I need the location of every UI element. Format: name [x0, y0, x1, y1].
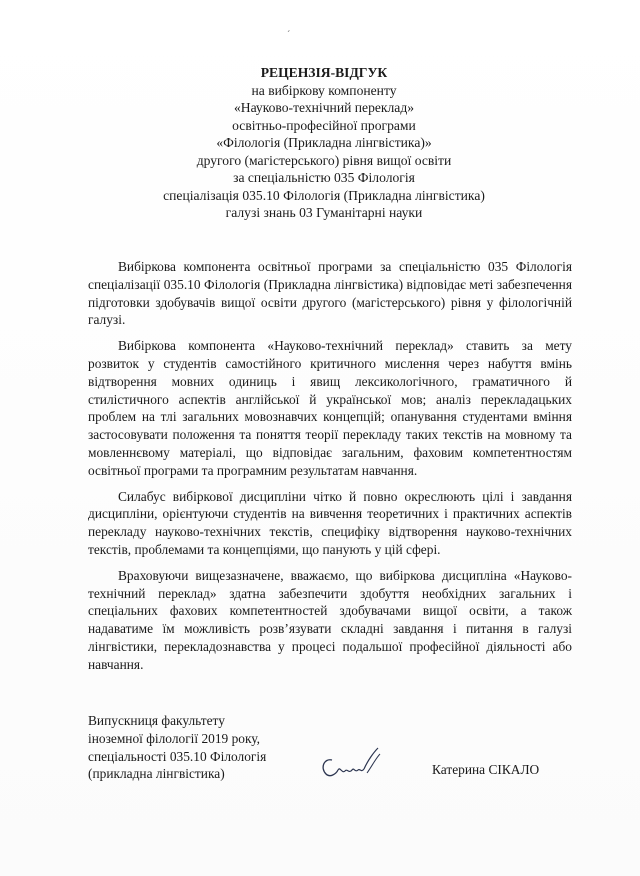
heading-line: другого (магістерського) рівня вищої освіти: [196, 152, 452, 168]
heading-line: спеціалізація 035.10 Філологія (Прикладна лінгвістика): [163, 187, 485, 203]
author-line: іноземної філології 2019 року,: [88, 730, 261, 746]
review-body: [88, 258, 572, 682]
author-line: спеціальності 035.10 Філологія: [88, 748, 267, 764]
heading-line: галузі знань 03 Гуманітарні науки: [225, 205, 423, 220]
paragraph: Вибіркова компонента освітньої програми за спеціальністю 035 Філологія спеціалізації 035.10 Філологія (Прикладна лінгвістика) відповідає меті забезпечення підготовки здобувачів вищої освіти другого (магістерського) рівня у філологічній галузі.: [88, 259, 572, 328]
heading-line: «Науково-технічний переклад»: [233, 100, 415, 115]
author-line: (прикладна лінгвістика): [88, 766, 225, 782]
author-info: [88, 712, 266, 783]
paragraph: Вибіркова компонента «Науково-технічний переклад» ставить за мету розвиток у студентів самостійного критичного мислення через набуття вмінь відтворення мовних одиниць і явищ лексикологічного, граматичного й стилістичного аспектів англійської й української мов; аналіз перекладацьких проблем на тлі загальних мовознавчих концепцій; опанування студентами вміння застосовувати положення та поняття теорії перекладу таких текстів на мовному та мовленнєвому матеріалі, що відповідає загальним, фаховим компетентностям освітньої програми та програмним результатам навчання.: [88, 338, 572, 478]
author-line: Випускниця факультету: [88, 713, 225, 728]
document-title: РЕЦЕНЗІЯ-ВІДГУК: [260, 65, 388, 80]
paragraph: Враховуючи вищезазначене, вважаємо, що вибіркова дисципліна «Науково-технічний переклад» здатна забезпечити здобуття необхідних загальних і спеціальних фахових компетентностей здобувачами вищої освіти, а також надаватиме їм можливість розв’язувати складні завдання і питання в галузі лінгвістики, перекладознавства у процесі подальшої професійної діяльності або навчання.: [88, 567, 572, 672]
heading-line: «Філологія (Прикладна лінгвістика)»: [216, 135, 432, 150]
signer-name: Катерина СІКАЛО: [432, 762, 540, 777]
paragraph: Силабус вибіркової дисципліни чітко й повно окреслюють цілі і завдання дисципліни, орієнтуючи студентів на вивчення теоретичних і практичних аспектів перекладу науково-технічних текстів, специфіку відтворення науково-технічних текстів, проблемами та концепціями, що панують у цій сфері.: [88, 488, 572, 557]
document-heading: [60, 64, 588, 222]
heading-line: за спеціальністю 035 Філологія: [233, 170, 415, 185]
heading-line: освітньо-професійної програми: [232, 117, 416, 133]
stray-mark: ´: [287, 30, 291, 41]
heading-line: на вибіркову компоненту: [251, 82, 397, 98]
handwritten-signature: [318, 746, 390, 786]
